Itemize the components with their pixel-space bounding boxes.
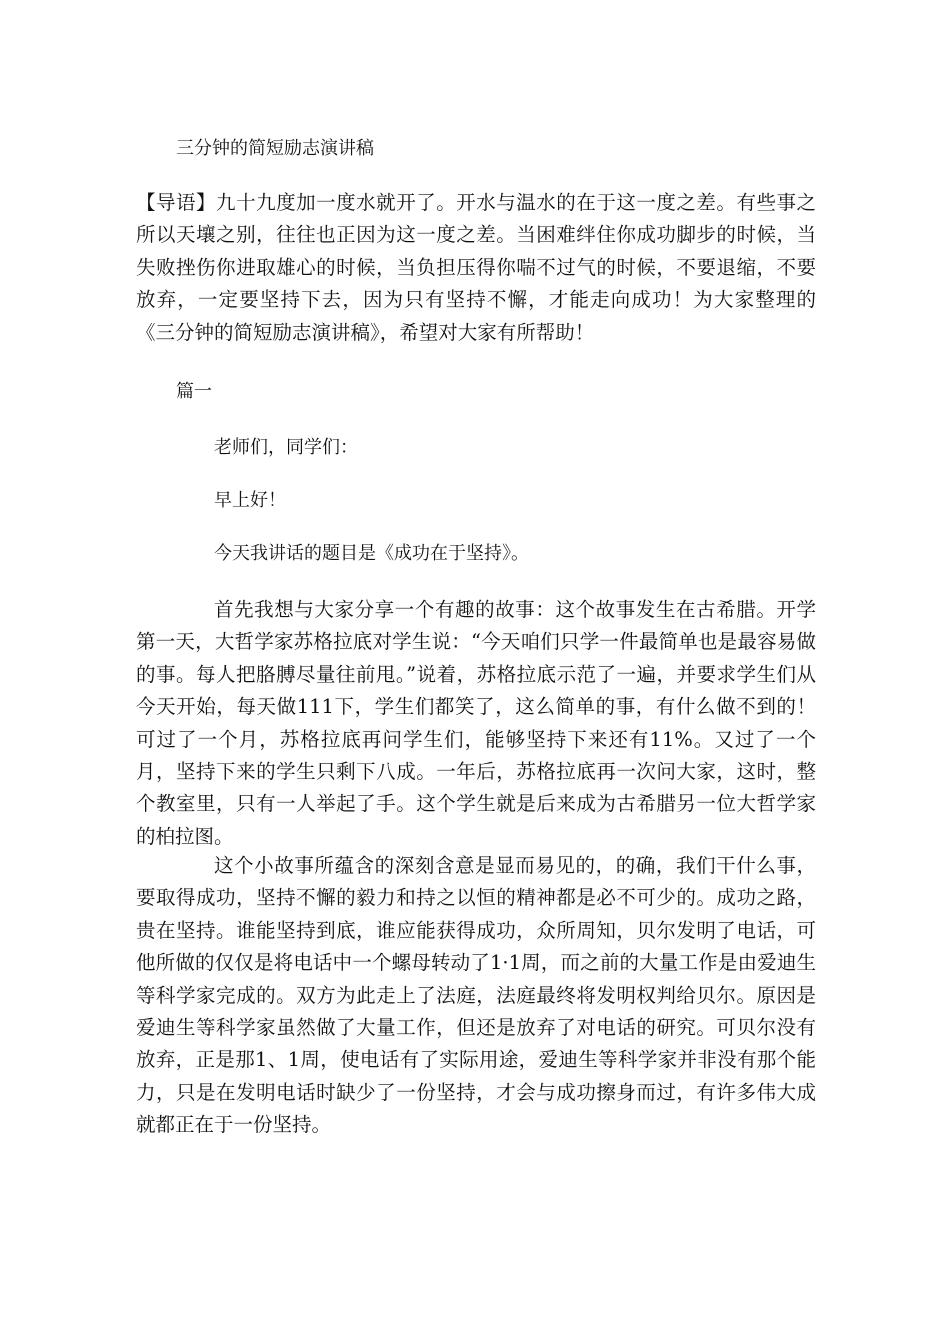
document-title: 三分钟的简短励志演讲稿 (176, 138, 374, 159)
speech-topic: 今天我讲话的题目是《成功在于坚持》。 (214, 543, 529, 564)
story-paragraph: 首先我想与大家分享一个有趣的故事：这个故事发生在古希腊。开学第一天，大哲学家苏格拉底对学生说：“今天咱们只学一件最简单也是最容易做的事。每人把胳膊尽量往前甩。”说着，苏格拉底示范了一遍，并要求学生们从今天开始，每天做111下，学生们都笑了，这么简单的事，有什么做不到的！可过了一个月，苏格拉底再问学生们，能够坚持下来还有11%。又过了一个月，坚持下来的学生只剩下八成。一年后，苏格拉底再一次问大家，这时，整个教室里，只有一人举起了手。这个学生就是后来成为古希腊另一位大哲学家的柏拉图。 (136, 598, 816, 848)
section-heading: 篇一 (176, 381, 212, 402)
good-morning-line: 早上好！ (214, 490, 286, 511)
speech-greeting: 老师们，同学们： (214, 437, 358, 458)
intro-paragraph: 【导语】九十九度加一度水就开了。开水与温水的在于这一度之差。有些事之所以天壤之别，往往也正因为这一度之差。当困难绊住你成功脚步的时候，当失败挫伤你进取雄心的时候，当负担压得你喘不过气的时候，不要退缩，不要放弃，一定要坚持下去，因为只有坚持不懈，才能走向成功！为大家整理的《三分钟的简短励志演讲稿》，希望对大家有所帮助！ (136, 191, 816, 344)
lesson-paragraph: 这个小故事所蕴含的深刻含意是显而易见的，的确，我们干什么事，要取得成功，坚持不懈的毅力和持之以恒的精神都是必不可少的。成功之路，贵在坚持。谁能坚持到底，谁应能获得成功，众所周知，贝尔发明了电话，可他所做的仅仅是将电话中一个螺母转动了1·1周，而之前的大量工作是由爱迪生等科学家完成的。双方为此走上了法庭，法庭最终将发明权判给贝尔。原因是爱迪生等科学家虽然做了大量工作，但还是放弃了对电话的研究。可贝尔没有放弃，正是那1、1周，使电话有了实际用途，爱迪生等科学家并非没有那个能力，只是在发明电话时缺少了一份坚持，才会与成功擦身而过，有许多伟大成就都正在于一份坚持。 (136, 854, 816, 1137)
